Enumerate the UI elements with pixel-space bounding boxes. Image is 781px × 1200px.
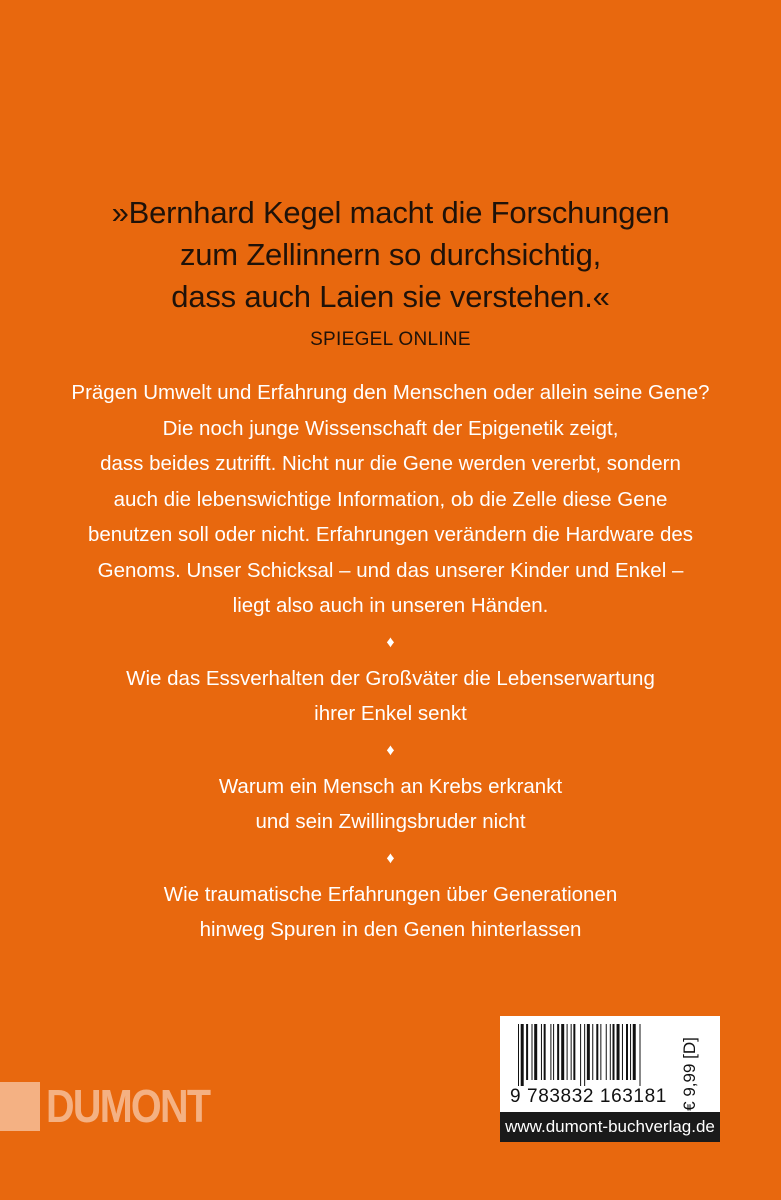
bullet-item: [0, 769, 781, 840]
diamond-separator-icon: ♦: [386, 741, 395, 759]
bullet-line: hinweg Spuren in den Genen hinterlassen: [199, 918, 582, 941]
description-line: Die noch junge Wissenschaft der Epigenetik zeigt,: [162, 416, 619, 440]
bullet-line: und sein Zwillingsbruder nicht: [255, 810, 526, 833]
review-quote: [0, 192, 781, 352]
quote-line: zum Zellinnern so durchsichtig,: [179, 237, 602, 272]
price: € 9,99 [D]: [680, 1037, 699, 1111]
diamond-separator-icon: ♦: [386, 849, 395, 867]
publisher-logo: DUMONT: [46, 1080, 210, 1132]
publisher-website: www.dumont-buchverlag.de: [500, 1112, 720, 1142]
bullet-item: [0, 877, 781, 948]
blurb: [0, 375, 781, 948]
description-line: dass beides zutrifft. Nicht nur die Gene werden vererbt, sondern: [100, 452, 681, 475]
description-line: auch die lebenswichtige Information, ob die Zelle diese Gene: [113, 487, 668, 511]
description: [0, 375, 781, 624]
publisher-logo-block: [0, 1082, 40, 1131]
diamond-separator-icon: ♦: [386, 633, 395, 651]
description-line: benutzen soll oder nicht. Erfahrungen verändern die Hardware des: [87, 523, 694, 546]
bullet-line: Wie das Essverhalten der Großväter die Lebenserwartung: [126, 666, 655, 690]
barcode-label: [500, 1016, 720, 1112]
bullet-item: [0, 661, 781, 732]
bullet-line: Warum ein Mensch an Krebs erkrankt: [218, 774, 563, 798]
description-line: Genoms. Unser Schicksal – und das unserer Kinder und Enkel –: [97, 558, 684, 582]
quote-source: SPIEGEL ONLINE: [310, 329, 471, 350]
description-line: liegt also auch in unseren Händen.: [232, 594, 549, 617]
isbn-number: 9 783832 163181: [510, 1086, 667, 1107]
quote-line: dass auch Laien sie verstehen.«: [171, 279, 610, 314]
description-line: Prägen Umwelt und Erfahrung den Menschen oder allein seine Gene?: [71, 381, 710, 404]
barcode-icon: [518, 1024, 678, 1086]
bullet-line: ihrer Enkel senkt: [314, 702, 467, 725]
quote-line: »Bernhard Kegel macht die Forschungen: [111, 195, 670, 230]
bullet-line: Wie traumatische Erfahrungen über Generationen: [163, 882, 618, 906]
